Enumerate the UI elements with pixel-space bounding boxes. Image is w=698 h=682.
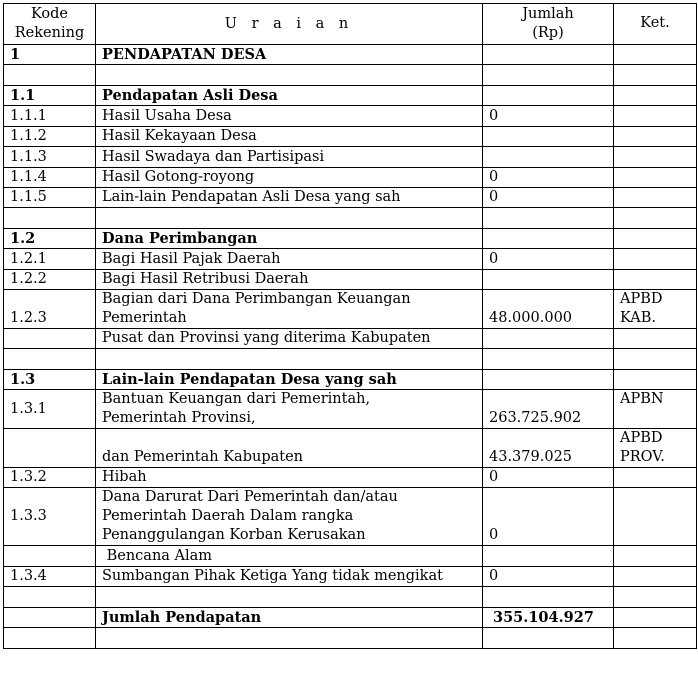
ket-cell	[614, 168, 697, 188]
empty-row	[4, 628, 697, 649]
kode-cell: 1.1.3	[4, 147, 96, 168]
ket-cell	[614, 86, 697, 106]
jumlah-cell: 43.379.025	[483, 429, 614, 468]
ket-cell	[614, 370, 697, 390]
kode-cell: 1.2.1	[4, 249, 96, 270]
jumlah-cell	[483, 270, 614, 290]
kode-cell: 1.2.2	[4, 270, 96, 290]
table-row	[4, 329, 697, 349]
ket-cell	[614, 45, 697, 65]
kode-cell: 1.3.1	[4, 390, 96, 429]
uraian-line: Pemerintah	[102, 310, 187, 326]
kode-cell: 1.1.2	[4, 127, 96, 147]
ket-cell	[614, 290, 697, 329]
uraian-cell: Bagi Hasil Retribusi Daerah	[96, 270, 483, 290]
uraian-cell: Dana Perimbangan	[96, 229, 483, 249]
header-kode-rekening	[4, 4, 96, 45]
kode-cell: 1.1.1	[4, 106, 96, 127]
jumlah-cell: 0	[483, 488, 614, 546]
jumlah-cell	[483, 45, 614, 65]
uraian-cell: Bagi Hasil Pajak Daerah	[96, 249, 483, 270]
ket-cell	[614, 488, 697, 546]
ket-cell	[614, 468, 697, 488]
empty-row	[4, 349, 697, 370]
ket-cell	[614, 546, 697, 567]
uraian-line: Dana Darurat Dari Pemerintah dan/atau	[102, 489, 398, 505]
total-label: Jumlah Pendapatan	[96, 608, 483, 628]
kode-cell: 1	[4, 45, 96, 65]
table-row	[4, 249, 697, 270]
table-row	[4, 390, 697, 429]
table-header-row	[4, 4, 697, 45]
ket-cell	[614, 608, 697, 628]
ket-cell: APBN	[614, 390, 697, 429]
ket-line: APBD	[620, 430, 663, 446]
ket-cell	[614, 429, 697, 468]
table-row	[4, 127, 697, 147]
jumlah-cell: 0	[483, 249, 614, 270]
ket-cell	[614, 567, 697, 587]
table-row	[4, 45, 697, 65]
header-kode-text: Kode Rekening	[14, 6, 85, 41]
jumlah-cell: 0	[483, 567, 614, 587]
uraian-cell: Lain-lain Pendapatan Desa yang sah	[96, 370, 483, 390]
ket-cell	[614, 329, 697, 349]
jumlah-cell	[483, 229, 614, 249]
ket-line: PROV.	[620, 449, 665, 465]
header-ket: Ket.	[614, 4, 697, 45]
kode-cell	[4, 329, 96, 349]
uraian-cell	[96, 290, 483, 329]
kode-cell: 1.3.4	[4, 567, 96, 587]
uraian-cell: Pendapatan Asli Desa	[96, 86, 483, 106]
table-row	[4, 106, 697, 127]
header-uraian: U r a i a n	[96, 4, 483, 45]
table-row	[4, 270, 697, 290]
ket-cell	[614, 106, 697, 127]
uraian-line: Pemerintah Provinsi,	[102, 410, 256, 426]
uraian-cell: Lain-lain Pendapatan Asli Desa yang sah	[96, 188, 483, 208]
header-jumlah	[483, 4, 614, 45]
jumlah-cell: 0	[483, 468, 614, 488]
table-row	[4, 567, 697, 587]
jumlah-cell	[483, 370, 614, 390]
jumlah-cell	[483, 86, 614, 106]
uraian-line: Penanggulangan Korban Kerusakan	[102, 527, 366, 543]
pendapatan-desa-table	[3, 3, 697, 649]
kode-cell: 1.3.3	[4, 488, 96, 546]
uraian-cell	[96, 488, 483, 546]
jumlah-cell	[483, 546, 614, 567]
kode-cell: 1.2	[4, 229, 96, 249]
uraian-cell: Hibah	[96, 468, 483, 488]
kode-cell: 1.1	[4, 86, 96, 106]
uraian-line: Bagian dari Dana Perimbangan Keuangan	[102, 291, 411, 307]
total-row	[4, 608, 697, 628]
table-row	[4, 86, 697, 106]
kode-cell: 1.3	[4, 370, 96, 390]
empty-row	[4, 65, 697, 86]
uraian-line: Pemerintah Daerah Dalam rangka	[102, 508, 354, 524]
ket-cell	[614, 188, 697, 208]
ket-line: APBD	[620, 291, 663, 307]
kode-cell	[4, 546, 96, 567]
uraian-cell: Sumbangan Pihak Ketiga Yang tidak mengikat	[96, 567, 483, 587]
table-row	[4, 370, 697, 390]
ket-cell	[614, 229, 697, 249]
kode-cell	[4, 429, 96, 468]
jumlah-cell	[483, 127, 614, 147]
ket-cell	[614, 270, 697, 290]
uraian-cell: PENDAPATAN DESA	[96, 45, 483, 65]
jumlah-cell: 263.725.902	[483, 390, 614, 429]
header-jumlah-text: Jumlah (Rp)	[522, 6, 574, 41]
jumlah-cell: 0	[483, 168, 614, 188]
table-row	[4, 147, 697, 168]
table-row	[4, 488, 697, 546]
uraian-cell: Bencana Alam	[96, 546, 483, 567]
uraian-cell: Hasil Swadaya dan Partisipasi	[96, 147, 483, 168]
ket-cell	[614, 147, 697, 168]
ket-line: KAB.	[620, 310, 656, 326]
table-row	[4, 546, 697, 567]
uraian-cell	[96, 390, 483, 429]
table-row	[4, 188, 697, 208]
uraian-cell: Hasil Usaha Desa	[96, 106, 483, 127]
ket-cell	[614, 249, 697, 270]
table-row	[4, 229, 697, 249]
table-row	[4, 468, 697, 488]
empty-row	[4, 208, 697, 229]
kode-cell: 1.2.3	[4, 290, 96, 329]
uraian-cell: dan Pemerintah Kabupaten	[96, 429, 483, 468]
empty-row	[4, 587, 697, 608]
kode-cell: 1.1.4	[4, 168, 96, 188]
total-value: 355.104.927	[483, 608, 614, 628]
jumlah-cell	[483, 147, 614, 168]
kode-cell: 1.3.2	[4, 468, 96, 488]
kode-cell: 1.1.5	[4, 188, 96, 208]
jumlah-cell	[483, 329, 614, 349]
jumlah-cell: 0	[483, 106, 614, 127]
ket-cell	[614, 127, 697, 147]
jumlah-cell: 0	[483, 188, 614, 208]
table-row	[4, 429, 697, 468]
uraian-line: Bantuan Keuangan dari Pemerintah,	[102, 391, 371, 407]
table-row	[4, 290, 697, 329]
jumlah-cell: 48.000.000	[483, 290, 614, 329]
uraian-cell: Pusat dan Provinsi yang diterima Kabupaten	[96, 329, 483, 349]
uraian-cell: Hasil Kekayaan Desa	[96, 127, 483, 147]
table-row	[4, 168, 697, 188]
uraian-cell: Hasil Gotong-royong	[96, 168, 483, 188]
kode-cell	[4, 608, 96, 628]
